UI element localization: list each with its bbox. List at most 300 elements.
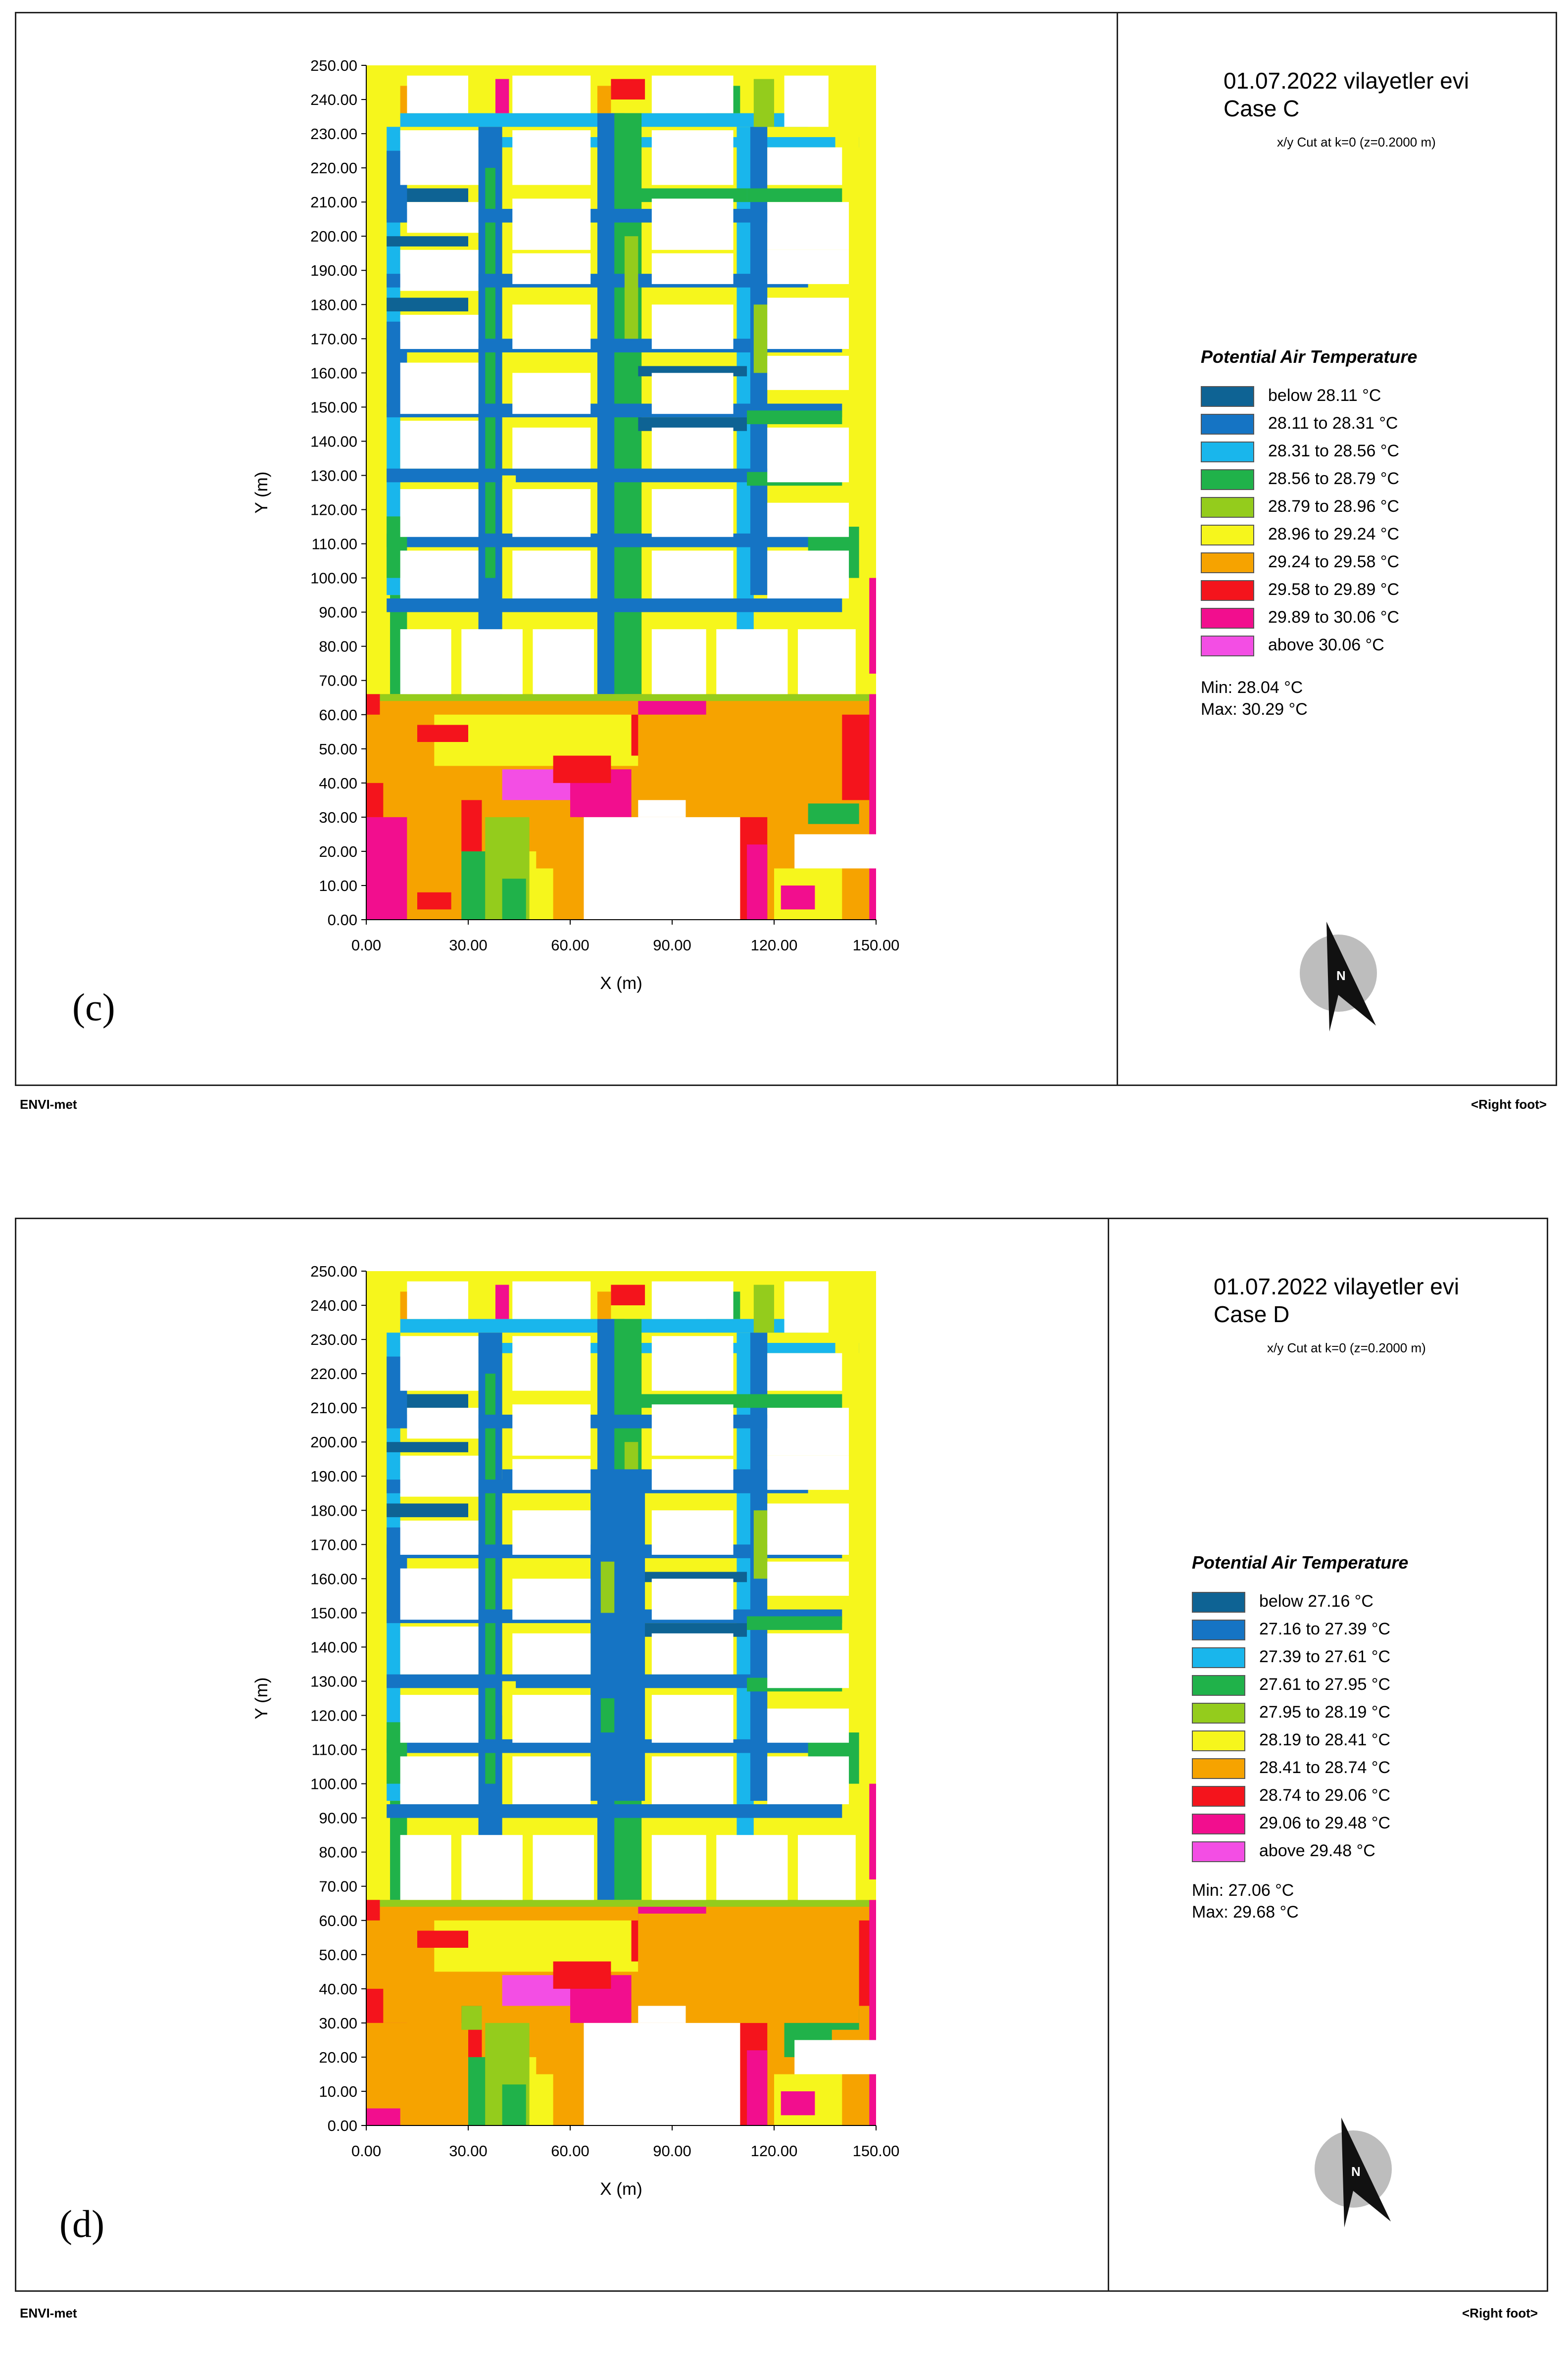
building — [652, 1336, 734, 1390]
temperature-map-c — [0, 0, 1117, 1089]
y-tick-label: 120.00 — [310, 501, 357, 519]
building — [767, 1562, 849, 1596]
x-axis-label: X (m) — [600, 2179, 642, 2199]
map-cell — [502, 879, 526, 920]
map-cell — [400, 189, 468, 202]
map-cell — [754, 1285, 774, 1333]
temperature-map-d — [0, 1206, 1108, 2295]
y-tick-label: 180.00 — [310, 1502, 357, 1520]
map-cell — [747, 410, 842, 424]
map-cell — [536, 817, 577, 869]
legend-swatch — [1192, 1675, 1245, 1696]
legend-title: Potential Air Temperature — [1201, 346, 1418, 367]
map-cell — [366, 1900, 380, 1920]
map-cell — [747, 844, 767, 920]
y-tick-label: 90.00 — [319, 1809, 357, 1827]
y-tick-label: 210.00 — [310, 1399, 357, 1417]
map-cell — [601, 1698, 614, 1732]
footer-left: ENVI-met — [20, 1097, 77, 1112]
building — [512, 76, 590, 113]
building — [400, 1627, 479, 1675]
map-cell — [754, 1510, 767, 1579]
building — [652, 1835, 706, 1900]
building — [652, 1510, 734, 1555]
y-tick-label: 50.00 — [319, 1946, 357, 1964]
building — [767, 356, 849, 390]
y-tick-label: 120.00 — [310, 1707, 357, 1725]
y-tick-label: 40.00 — [319, 774, 357, 792]
building — [400, 1756, 479, 1804]
building — [512, 1756, 590, 1804]
y-tick-label: 150.00 — [310, 1604, 357, 1622]
x-tick-label: 0.00 — [351, 937, 382, 954]
x-tick-label: 120.00 — [750, 2142, 798, 2160]
map-cell — [625, 236, 638, 339]
panel-divider — [1117, 12, 1118, 1086]
y-tick-label: 250.00 — [310, 1263, 357, 1280]
y-tick-label: 30.00 — [319, 808, 357, 826]
legend-swatch — [1192, 1730, 1245, 1751]
y-tick-label: 20.00 — [319, 2048, 357, 2066]
legend-label: 28.74 to 29.06 °C — [1259, 1786, 1391, 1805]
legend-item — [1192, 1784, 1538, 1809]
building — [652, 253, 734, 284]
legend-label: 29.06 to 29.48 °C — [1259, 1814, 1391, 1832]
y-tick-label: 40.00 — [319, 1980, 357, 1998]
panel-letter: (d) — [59, 2202, 104, 2245]
legend-label: 27.16 to 27.39 °C — [1259, 1620, 1391, 1638]
legend-swatch — [1192, 1841, 1245, 1862]
building — [638, 2006, 686, 2023]
map-cell — [387, 1804, 842, 1818]
building — [784, 1282, 829, 1333]
legend-swatch — [1201, 580, 1254, 601]
building — [512, 1282, 590, 1319]
y-tick-label: 200.00 — [310, 1433, 357, 1451]
map-cell — [597, 1291, 611, 1319]
building — [512, 428, 590, 469]
building — [652, 489, 734, 537]
x-tick-label: 60.00 — [551, 2142, 589, 2160]
legend-label: 28.96 to 29.24 °C — [1268, 525, 1400, 543]
map-cell — [366, 694, 380, 714]
building — [512, 198, 590, 250]
map-cell — [387, 236, 468, 247]
building — [652, 130, 734, 185]
x-axis-label: X (m) — [600, 974, 642, 993]
x-tick-label: 30.00 — [449, 937, 488, 954]
legend-item — [1201, 384, 1547, 409]
map-cell — [495, 1285, 509, 1319]
legend-label: below 28.11 °C — [1268, 386, 1381, 405]
y-tick-label: 160.00 — [310, 364, 357, 382]
legend-item — [1192, 1673, 1538, 1698]
y-tick-label: 80.00 — [319, 1843, 357, 1861]
legend-label: above 30.06 °C — [1268, 636, 1384, 654]
legend-label: above 29.48 °C — [1259, 1841, 1375, 1860]
legend-swatch — [1192, 1703, 1245, 1724]
map-cell — [366, 1900, 876, 1907]
building — [533, 1835, 594, 1900]
building — [767, 1709, 849, 1743]
building — [767, 148, 842, 185]
legend-item — [1192, 1728, 1538, 1753]
map-cell — [387, 1442, 468, 1452]
building — [784, 76, 829, 127]
y-tick-label: 20.00 — [319, 842, 357, 860]
y-tick-label: 200.00 — [310, 228, 357, 246]
y-tick-label: 240.00 — [310, 1297, 357, 1315]
building — [652, 373, 734, 414]
y-tick-label: 50.00 — [319, 740, 357, 758]
y-tick-label: 210.00 — [310, 194, 357, 211]
building — [652, 1459, 734, 1490]
panel-case-c — [0, 0, 1568, 1164]
map-cell — [601, 1562, 614, 1613]
building — [652, 1633, 734, 1675]
y-tick-label: 180.00 — [310, 296, 357, 314]
x-tick-label: 150.00 — [852, 2142, 900, 2160]
panel-divider — [1108, 1218, 1109, 2292]
building — [512, 253, 590, 284]
building — [400, 1456, 479, 1497]
building — [767, 550, 849, 598]
x-tick-label: 120.00 — [750, 937, 798, 954]
map-cell — [485, 728, 553, 755]
building — [767, 1503, 849, 1555]
map-cell — [747, 1394, 842, 1408]
y-tick-label: 250.00 — [310, 57, 357, 74]
legend-item — [1201, 550, 1547, 575]
map-cell — [781, 886, 815, 909]
building — [461, 1835, 523, 1900]
legend-item — [1201, 578, 1547, 603]
y-tick-label: 60.00 — [319, 706, 357, 724]
building — [767, 1353, 842, 1391]
map-cell — [366, 2108, 400, 2125]
building — [652, 1282, 734, 1319]
building — [584, 2023, 740, 2125]
legend-label: 27.95 to 28.19 °C — [1259, 1703, 1391, 1722]
legend-label: 27.61 to 27.95 °C — [1259, 1675, 1391, 1694]
y-tick-label: 140.00 — [310, 433, 357, 450]
building — [461, 629, 523, 694]
building — [400, 1336, 479, 1390]
building — [512, 130, 590, 185]
y-tick-label: 240.00 — [310, 91, 357, 109]
building — [407, 202, 478, 233]
legend-label: 28.56 to 28.79 °C — [1268, 469, 1400, 488]
building — [798, 629, 856, 694]
y-tick-label: 220.00 — [310, 1365, 357, 1383]
y-tick-label: 30.00 — [319, 2014, 357, 2032]
building — [407, 76, 468, 113]
cut-info: x/y Cut at k=0 (z=0.2000 m) — [1277, 135, 1436, 149]
building — [767, 503, 849, 537]
y-tick-label: 160.00 — [310, 1570, 357, 1588]
legend-item — [1201, 412, 1547, 437]
building — [400, 629, 451, 694]
y-axis-label: Y (m) — [252, 1677, 271, 1720]
min-value: Min: 27.06 °C — [1192, 1881, 1294, 1900]
x-tick-label: 90.00 — [653, 937, 691, 954]
map-title: 01.07.2022 vilayetler evi — [1224, 68, 1470, 94]
y-tick-label: 190.00 — [310, 262, 357, 280]
building — [767, 297, 849, 349]
map-cell — [754, 79, 774, 127]
building — [400, 421, 479, 469]
building — [767, 1756, 849, 1804]
y-tick-label: 140.00 — [310, 1638, 357, 1656]
legend-item — [1201, 467, 1547, 492]
y-tick-label: 70.00 — [319, 1877, 357, 1895]
legend-item — [1201, 440, 1547, 464]
building — [400, 489, 479, 537]
legend-swatch — [1192, 1758, 1245, 1779]
building — [512, 373, 590, 414]
building — [767, 1456, 849, 1490]
cut-info: x/y Cut at k=0 (z=0.2000 m) — [1267, 1340, 1426, 1355]
legend-item — [1192, 1618, 1538, 1642]
case-label: Case D — [1214, 1301, 1290, 1327]
map-cell — [502, 2084, 526, 2125]
legend-item — [1201, 634, 1547, 658]
building — [767, 428, 849, 482]
building — [400, 1521, 479, 1555]
map-cell — [366, 783, 383, 817]
building — [652, 1404, 734, 1456]
north-label: N — [1336, 968, 1346, 983]
map-cell — [754, 304, 767, 373]
building — [400, 550, 479, 598]
y-tick-label: 0.00 — [327, 911, 357, 929]
building — [767, 1633, 849, 1688]
legend-item — [1192, 1590, 1538, 1615]
map-cell — [747, 1616, 842, 1630]
building — [512, 1695, 590, 1743]
building — [400, 250, 479, 291]
y-tick-label: 110.00 — [311, 535, 357, 553]
y-tick-label: 130.00 — [310, 1673, 357, 1690]
legend-swatch — [1192, 1592, 1245, 1613]
map-cell — [553, 1962, 611, 1989]
y-tick-label: 230.00 — [310, 1331, 357, 1349]
legend-item — [1192, 1701, 1538, 1726]
map-cell — [461, 851, 485, 920]
building — [798, 1835, 856, 1900]
y-tick-label: 80.00 — [319, 638, 357, 655]
legend-label: 28.41 to 28.74 °C — [1259, 1758, 1391, 1777]
legend-swatch — [1192, 1647, 1245, 1668]
legend-title: Potential Air Temperature — [1192, 1552, 1409, 1573]
building — [584, 817, 740, 920]
legend-item — [1201, 495, 1547, 520]
x-tick-label: 60.00 — [551, 937, 589, 954]
y-tick-label: 230.00 — [310, 125, 357, 143]
map-cell — [387, 598, 842, 612]
building — [512, 304, 590, 349]
building — [400, 1835, 451, 1900]
legend-item — [1192, 1839, 1538, 1864]
legend-label: 27.39 to 27.61 °C — [1259, 1647, 1391, 1666]
legend-swatch — [1201, 386, 1254, 407]
map-cell — [417, 1930, 468, 1948]
building — [767, 202, 849, 250]
legend-label: 28.11 to 28.31 °C — [1268, 414, 1398, 433]
max-value: Max: 30.29 °C — [1201, 700, 1308, 719]
building — [512, 1510, 590, 1555]
map-cell — [808, 803, 859, 824]
legend-item — [1192, 1645, 1538, 1670]
map-cell — [366, 1989, 383, 2023]
north-arrow-icon — [1307, 2107, 1406, 2235]
case-label: Case C — [1224, 96, 1300, 121]
map-cell — [485, 1934, 553, 1961]
legend-swatch — [1201, 636, 1254, 656]
y-tick-label: 100.00 — [310, 569, 357, 587]
legend-label: 28.31 to 28.56 °C — [1268, 442, 1400, 460]
building — [767, 250, 849, 284]
legend-label: 29.24 to 29.58 °C — [1268, 552, 1400, 571]
building — [652, 550, 734, 598]
legend-swatch — [1192, 1786, 1245, 1807]
y-tick-label: 100.00 — [310, 1775, 357, 1793]
legend-item — [1192, 1812, 1538, 1836]
map-cell — [400, 1394, 468, 1408]
building — [512, 1404, 590, 1456]
building — [652, 1695, 734, 1743]
x-tick-label: 90.00 — [653, 2142, 691, 2160]
y-tick-label: 10.00 — [319, 2082, 357, 2100]
building — [652, 629, 706, 694]
building — [512, 1579, 590, 1620]
building — [400, 315, 479, 349]
y-tick-label: 110.00 — [311, 1741, 357, 1759]
map-cell — [366, 817, 407, 920]
map-cell — [417, 892, 451, 910]
legend-swatch — [1201, 469, 1254, 490]
building — [400, 363, 479, 414]
legend-swatch — [1192, 1814, 1245, 1834]
building — [794, 834, 876, 868]
y-tick-label: 0.00 — [327, 2117, 357, 2134]
legend-swatch — [1201, 497, 1254, 518]
legend-swatch — [1201, 525, 1254, 545]
map-cell — [495, 79, 509, 113]
building — [767, 1408, 849, 1456]
legend-swatch — [1201, 608, 1254, 629]
y-tick-label: 70.00 — [319, 672, 357, 690]
map-cell — [417, 725, 468, 742]
map-cell — [485, 168, 495, 578]
map-cell — [781, 2091, 815, 2115]
building — [512, 489, 590, 537]
legend — [1192, 1590, 1538, 1867]
building — [512, 550, 590, 598]
map-cell — [747, 189, 842, 202]
min-value: Min: 28.04 °C — [1201, 678, 1303, 697]
map-cell — [461, 2006, 482, 2029]
panel-case-d — [0, 1206, 1568, 2370]
building — [794, 2040, 876, 2074]
building — [533, 629, 594, 694]
building — [652, 1756, 734, 1804]
y-axis-label: Y (m) — [252, 471, 271, 514]
building — [652, 1579, 734, 1620]
footer-left: ENVI-met — [20, 2306, 77, 2321]
north-label: N — [1351, 2164, 1361, 2179]
legend-label: 29.58 to 29.89 °C — [1268, 580, 1400, 599]
map-cell — [747, 2050, 767, 2125]
legend-swatch — [1201, 414, 1254, 435]
legend-item — [1201, 523, 1547, 547]
x-tick-label: 150.00 — [852, 937, 900, 954]
legend-label: 28.79 to 28.96 °C — [1268, 497, 1400, 516]
y-tick-label: 150.00 — [310, 398, 357, 416]
legend-swatch — [1201, 552, 1254, 573]
map-cell — [387, 1503, 468, 1517]
legend-item — [1201, 606, 1547, 631]
map-title: 01.07.2022 vilayetler evi — [1214, 1274, 1460, 1299]
map-cell — [553, 756, 611, 783]
x-tick-label: 30.00 — [449, 2142, 488, 2160]
x-tick-label: 0.00 — [351, 2142, 382, 2160]
map-cell — [597, 86, 611, 113]
y-tick-label: 90.00 — [319, 603, 357, 621]
building — [407, 1408, 478, 1438]
map-cell — [611, 1285, 645, 1305]
footer-right: <Right foot> — [1471, 1097, 1547, 1112]
building — [652, 76, 734, 113]
y-tick-label: 190.00 — [310, 1468, 357, 1485]
map-cell — [590, 1469, 645, 1801]
building — [512, 1633, 590, 1675]
y-tick-label: 220.00 — [310, 159, 357, 177]
building — [512, 1336, 590, 1390]
legend-swatch — [1201, 442, 1254, 462]
map-cell — [611, 79, 645, 99]
map-cell — [366, 694, 876, 701]
map-cell — [485, 1374, 495, 1783]
building — [400, 1695, 479, 1743]
north-arrow-icon — [1292, 911, 1391, 1039]
building — [716, 1835, 787, 1900]
building — [638, 800, 686, 817]
y-tick-label: 130.00 — [310, 467, 357, 485]
legend-swatch — [1192, 1620, 1245, 1640]
building — [512, 1459, 590, 1490]
legend-item — [1192, 1756, 1538, 1781]
building — [652, 304, 734, 349]
legend-label: 29.89 to 30.06 °C — [1268, 608, 1400, 627]
y-tick-label: 170.00 — [310, 330, 357, 348]
y-tick-label: 60.00 — [319, 1912, 357, 1929]
map-cell — [536, 2023, 577, 2074]
footer-right: <Right foot> — [1462, 2306, 1538, 2321]
max-value: Max: 29.68 °C — [1192, 1903, 1299, 1922]
panel-letter: (c) — [72, 986, 115, 1029]
y-tick-label: 10.00 — [319, 877, 357, 894]
building — [716, 629, 787, 694]
building — [652, 198, 734, 250]
building — [407, 1282, 468, 1319]
legend — [1201, 384, 1547, 661]
building — [652, 428, 734, 469]
building — [400, 1569, 479, 1620]
building — [400, 130, 479, 185]
map-cell — [387, 297, 468, 311]
legend-label: 28.19 to 28.41 °C — [1259, 1730, 1391, 1749]
